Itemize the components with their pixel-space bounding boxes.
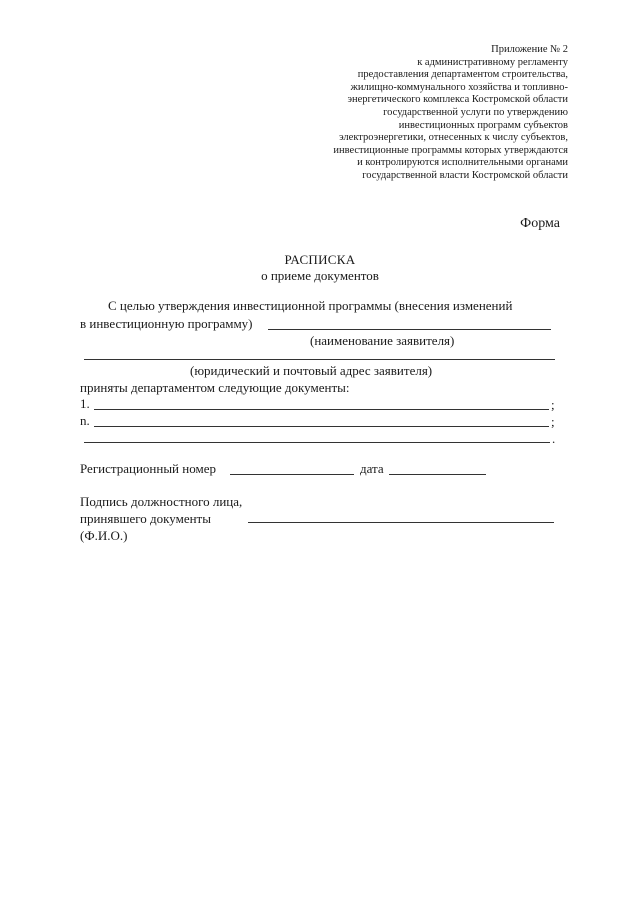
appendix-line: Приложение № 2 <box>491 44 568 55</box>
signature-label-line-2: принявшего документы <box>80 511 211 526</box>
appendix-line: и контролируются исполнительными органами <box>357 157 568 169</box>
form-label: Форма <box>520 216 560 231</box>
applicant-address-line <box>84 359 555 360</box>
appendix-line: к административному регламенту <box>417 56 568 68</box>
applicant-name-caption: (наименование заявителя) <box>310 333 455 348</box>
paragraph-line-1: С целью утверждения инвестиционной программы (внесения изменений <box>108 298 513 313</box>
registration-number-line <box>230 474 354 475</box>
accepted-documents-label: приняты департаментом следующие документы: <box>80 380 350 395</box>
appendix-line: предоставления департаментом строительства, <box>357 69 568 81</box>
item-1-number: 1. <box>80 396 90 411</box>
item-n-line <box>94 426 549 427</box>
registration-number-label: Регистрационный номер <box>80 461 216 476</box>
item-1-semicolon: ; <box>551 397 555 412</box>
signature-label-line-3: (Ф.И.О.) <box>80 528 128 543</box>
document-title: РАСПИСКА <box>284 252 356 267</box>
appendix-line: жилищно-коммунального хозяйства и топливно- <box>350 81 568 93</box>
appendix-line: энергетического комплекса Костромской области <box>347 94 568 106</box>
date-line <box>389 474 486 475</box>
item-n-number: n. <box>80 413 90 428</box>
item-1-line <box>94 409 549 410</box>
extra-line <box>84 442 550 443</box>
item-n-semicolon: ; <box>551 414 555 429</box>
document-subtitle: о приеме документов <box>261 268 379 283</box>
appendix-header <box>298 44 568 183</box>
applicant-name-line <box>268 329 551 330</box>
paragraph-line-2: в инвестиционную программу) <box>80 316 253 331</box>
applicant-address-caption: (юридический и почтовый адрес заявителя) <box>190 363 433 378</box>
appendix-line: инвестиционные программы которых утверждаются <box>333 144 568 156</box>
appendix-line: инвестиционных программ субъектов <box>398 119 568 131</box>
appendix-line: государственной власти Костромской области <box>362 169 568 181</box>
date-label: дата <box>360 461 384 476</box>
signature-label-line-1: Подпись должностного лица, <box>80 494 243 509</box>
appendix-line: государственной услуги по утверждению <box>383 106 568 118</box>
signature-line <box>248 522 554 523</box>
appendix-line: электроэнергетики, отнесенных к числу субъектов, <box>339 132 568 144</box>
extra-line-period: . <box>552 431 556 446</box>
